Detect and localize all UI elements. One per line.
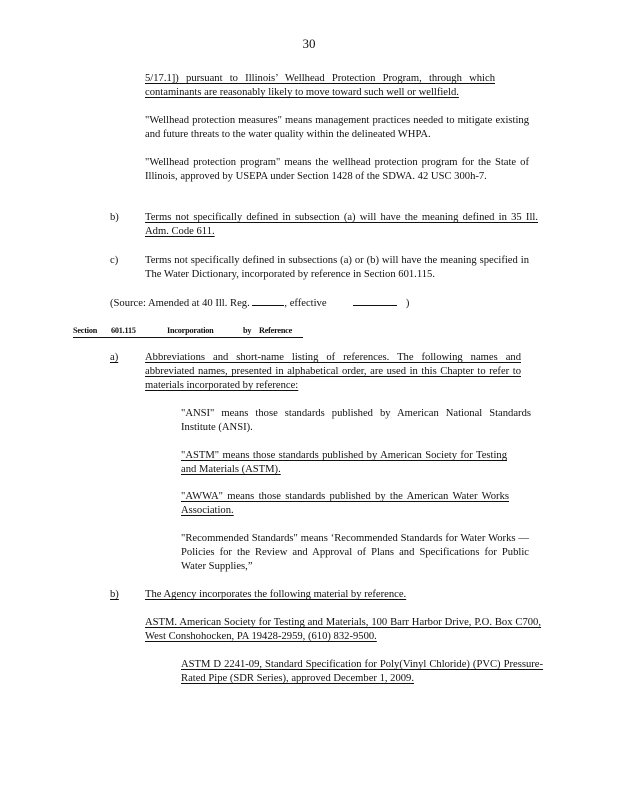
definition-wellhead-protection-program: "Wellhead protection program" means the wellhead protection program for the State of Illinois, approved by USEPA under Section 1428 of the SDWA. 42 USC 300h-7. (145, 157, 529, 182)
item-b-label: b) (110, 212, 119, 223)
subsection-a-text: Abbreviations and short-name listing of references. The following names and abbreviated names, presented in alphabetical order, are used in this Chapter to refer to materials incorporated by reference: (145, 352, 521, 391)
section-title-incorporation: Incorporation (167, 326, 214, 335)
astm-address: ASTM. American Society for Testing and Materials, 100 Barr Harbor Drive, P.O. Box C700, West Conshohocken, PA 19428-2959, (610) 832-9500. (145, 617, 541, 642)
definition-awwa: "AWWA" means those standards published by the American Water Works Association. (181, 491, 509, 516)
wellhead-definition-tail: 5/17.1]) pursuant to Illinois’ Wellhead Protection Program, through which contaminants are reasonably likely to move toward such well or wellfield. (145, 73, 495, 98)
source-effective-date-blank (353, 295, 397, 306)
reference-astm-d2241: ASTM D 2241-09, Standard Specification for Poly(Vinyl Chloride) (PVC) Pressure-Rated Pipe (SDR Series), approved December 1, 2009. (181, 659, 543, 684)
definition-ansi: "ANSI" means those standards published by American National Standards Institute (ANSI). (181, 408, 531, 433)
definition-recommended-standards: "Recommended Standards" means ‘Recommended Standards for Water Works — Policies for the Review and Approval of Plans and Specifications for Public Water Supplies,” (181, 533, 529, 572)
definition-astm: "ASTM" means those standards published by American Society for Testing and Materials (ASTM). (181, 450, 507, 475)
source-effective: , effective (284, 298, 327, 309)
definition-wellhead-protection-measures: "Wellhead protection measures" means management practices needed to mitigate existing and future threats to the water quality within the delineated WHPA. (145, 115, 529, 140)
section-title-reference: Reference (259, 326, 293, 335)
item-b-text: Terms not specifically defined in subsection (a) will have the meaning defined in 35 Ill. Adm. Code 611. (145, 212, 538, 237)
source-register-blank (252, 295, 284, 306)
section-heading-rule (73, 337, 303, 338)
page-number: 30 (302, 36, 316, 51)
section-word: Section (73, 326, 98, 335)
subsection-a-label: a) (110, 352, 119, 363)
item-c-label: c) (110, 255, 119, 266)
section-heading (73, 325, 292, 337)
source-suffix: ) (405, 298, 410, 309)
source-prefix: (Source: Amended at 40 Ill. Reg. (110, 298, 250, 309)
subsection-b-text: The Agency incorporates the following material by reference. (145, 589, 407, 600)
subsection-b-label: b) (110, 589, 119, 600)
section-number: 601.115 (111, 326, 136, 335)
source-note (110, 295, 430, 311)
item-c-text: Terms not specifically defined in subsections (a) or (b) will have the meaning specified in The Water Dictionary, incorporated by reference in Section 601.115. (145, 255, 529, 280)
section-title-by: by (243, 326, 252, 335)
